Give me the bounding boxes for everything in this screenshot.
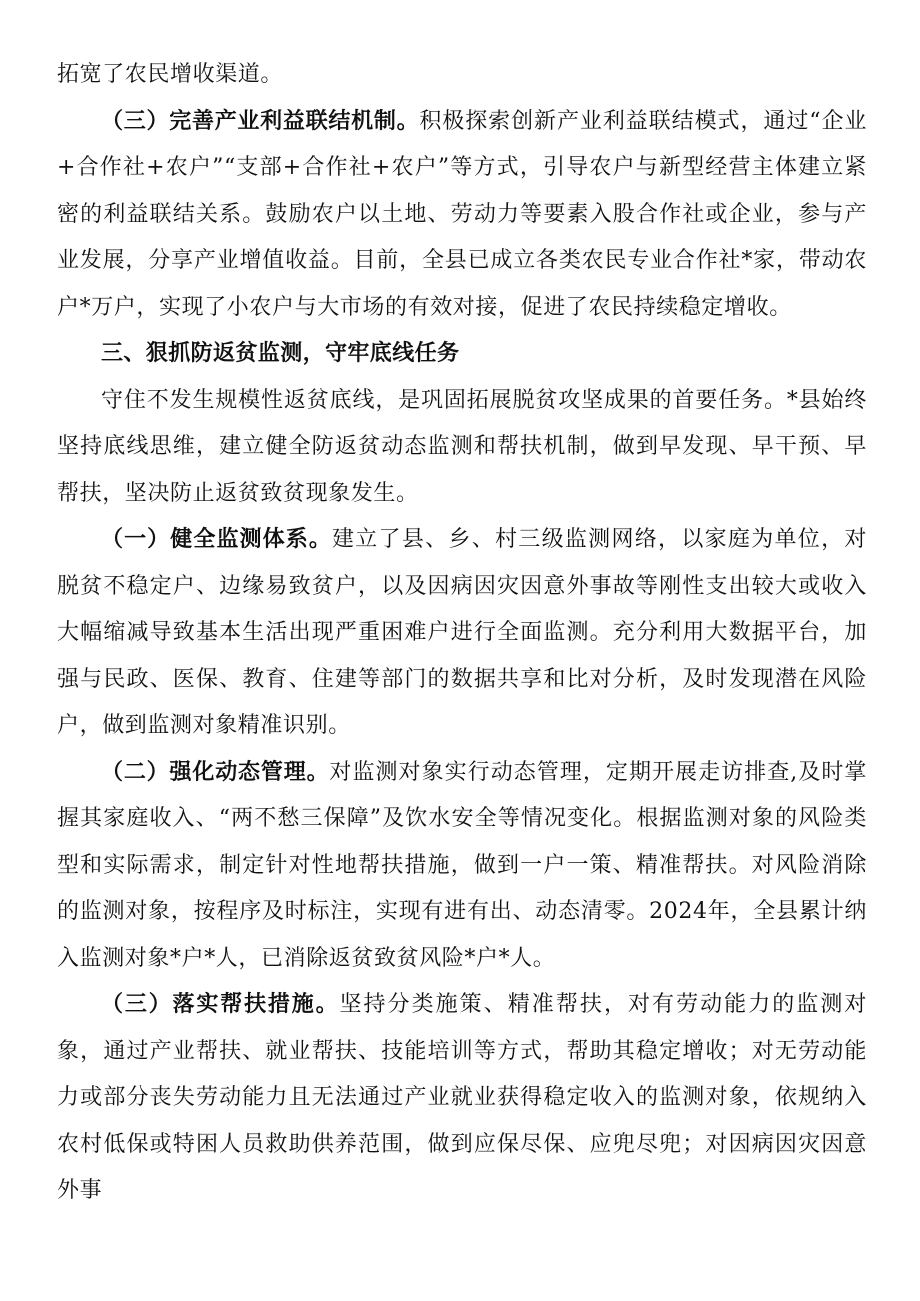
paragraph-lead: （三）落实帮扶措施。 — [101, 992, 340, 1017]
paragraph-section-intro — [57, 378, 867, 518]
paragraph-assistance-measures — [57, 982, 867, 1215]
section-heading: 三、狠抓防返贫监测，守牢底线任务 — [101, 341, 460, 366]
paragraph-monitoring-system — [57, 517, 867, 750]
paragraph-text: 对监测对象实行动态管理，定期开展走访排查,及时掌握其家庭收入、“两不愁三保障”及饮水安全等情况变化。根据监测对象的风险类型和实际需求，制定针对性地帮扶措施，做到一户一策、精准帮扶。对风险消除的监测对象，按程序及时标注，实现有进有出、动态清零。2024年，全县累计纳入监测对象*户*人，已消除返贫致贫风险*户*人。 — [57, 759, 867, 971]
paragraph-lead: （一）健全监测体系。 — [101, 527, 332, 552]
paragraph-text: 拓宽了农民增收渠道。 — [57, 62, 284, 87]
paragraph-text: 守住不发生规模性返贫底线，是巩固拓展脱贫攻坚成果的首要任务。*县始终坚持底线思维，建立健全防返贫动态监测和帮扶机制，做到早发现、早干预、早帮扶，坚决防止返贫致贫现象发生。 — [57, 387, 867, 506]
paragraph-dynamic-management — [57, 750, 867, 983]
paragraph-text: 积极探索创新产业利益联结模式，通过“企业+合作社+农户”“支部+合作社+农户”等方式，引导农户与新型经营主体建立紧密的利益联结关系。鼓励农户以土地、劳动力等要素入股合作社或企业，参与产业发展，分享产业增值收益。目前，全县已成立各类农民专业合作社*家，带动农户*万户，实现了小农户与大市场的有效对接，促进了农民持续稳定增收。 — [57, 108, 867, 320]
paragraph-text: 建立了县、乡、村三级监测网络，以家庭为单位，对脱贫不稳定户、边缘易致贫户，以及因病因灾因意外事故等刚性支出较大或收入大幅缩减导致基本生活出现严重困难户进行全面监测。充分利用大数据平台，加强与民政、医保、教育、住建等部门的数据共享和比对分析，及时发现潜在风险户，做到监测对象精准识别。 — [57, 527, 867, 738]
document-body — [57, 52, 867, 1215]
paragraph-lead: （二）强化动态管理。 — [101, 759, 330, 785]
paragraph-benefit-linkage — [57, 99, 867, 332]
paragraph-lead: （三）完善产业利益联结机制。 — [101, 108, 420, 134]
paragraph-continuation — [57, 52, 867, 99]
paragraph-text: 坚持分类施策、精准帮扶，对有劳动能力的监测对象，通过产业帮扶、就业帮扶、技能培训等方式，帮助其稳定增收；对无劳动能力或部分丧失劳动能力且无法通过产业就业获得稳定收入的监测对象，依规纳入农村低保或特困人员救助供养范围，做到应保尽保、应兜尽兜；对因病因灾因意外事 — [57, 992, 867, 1203]
